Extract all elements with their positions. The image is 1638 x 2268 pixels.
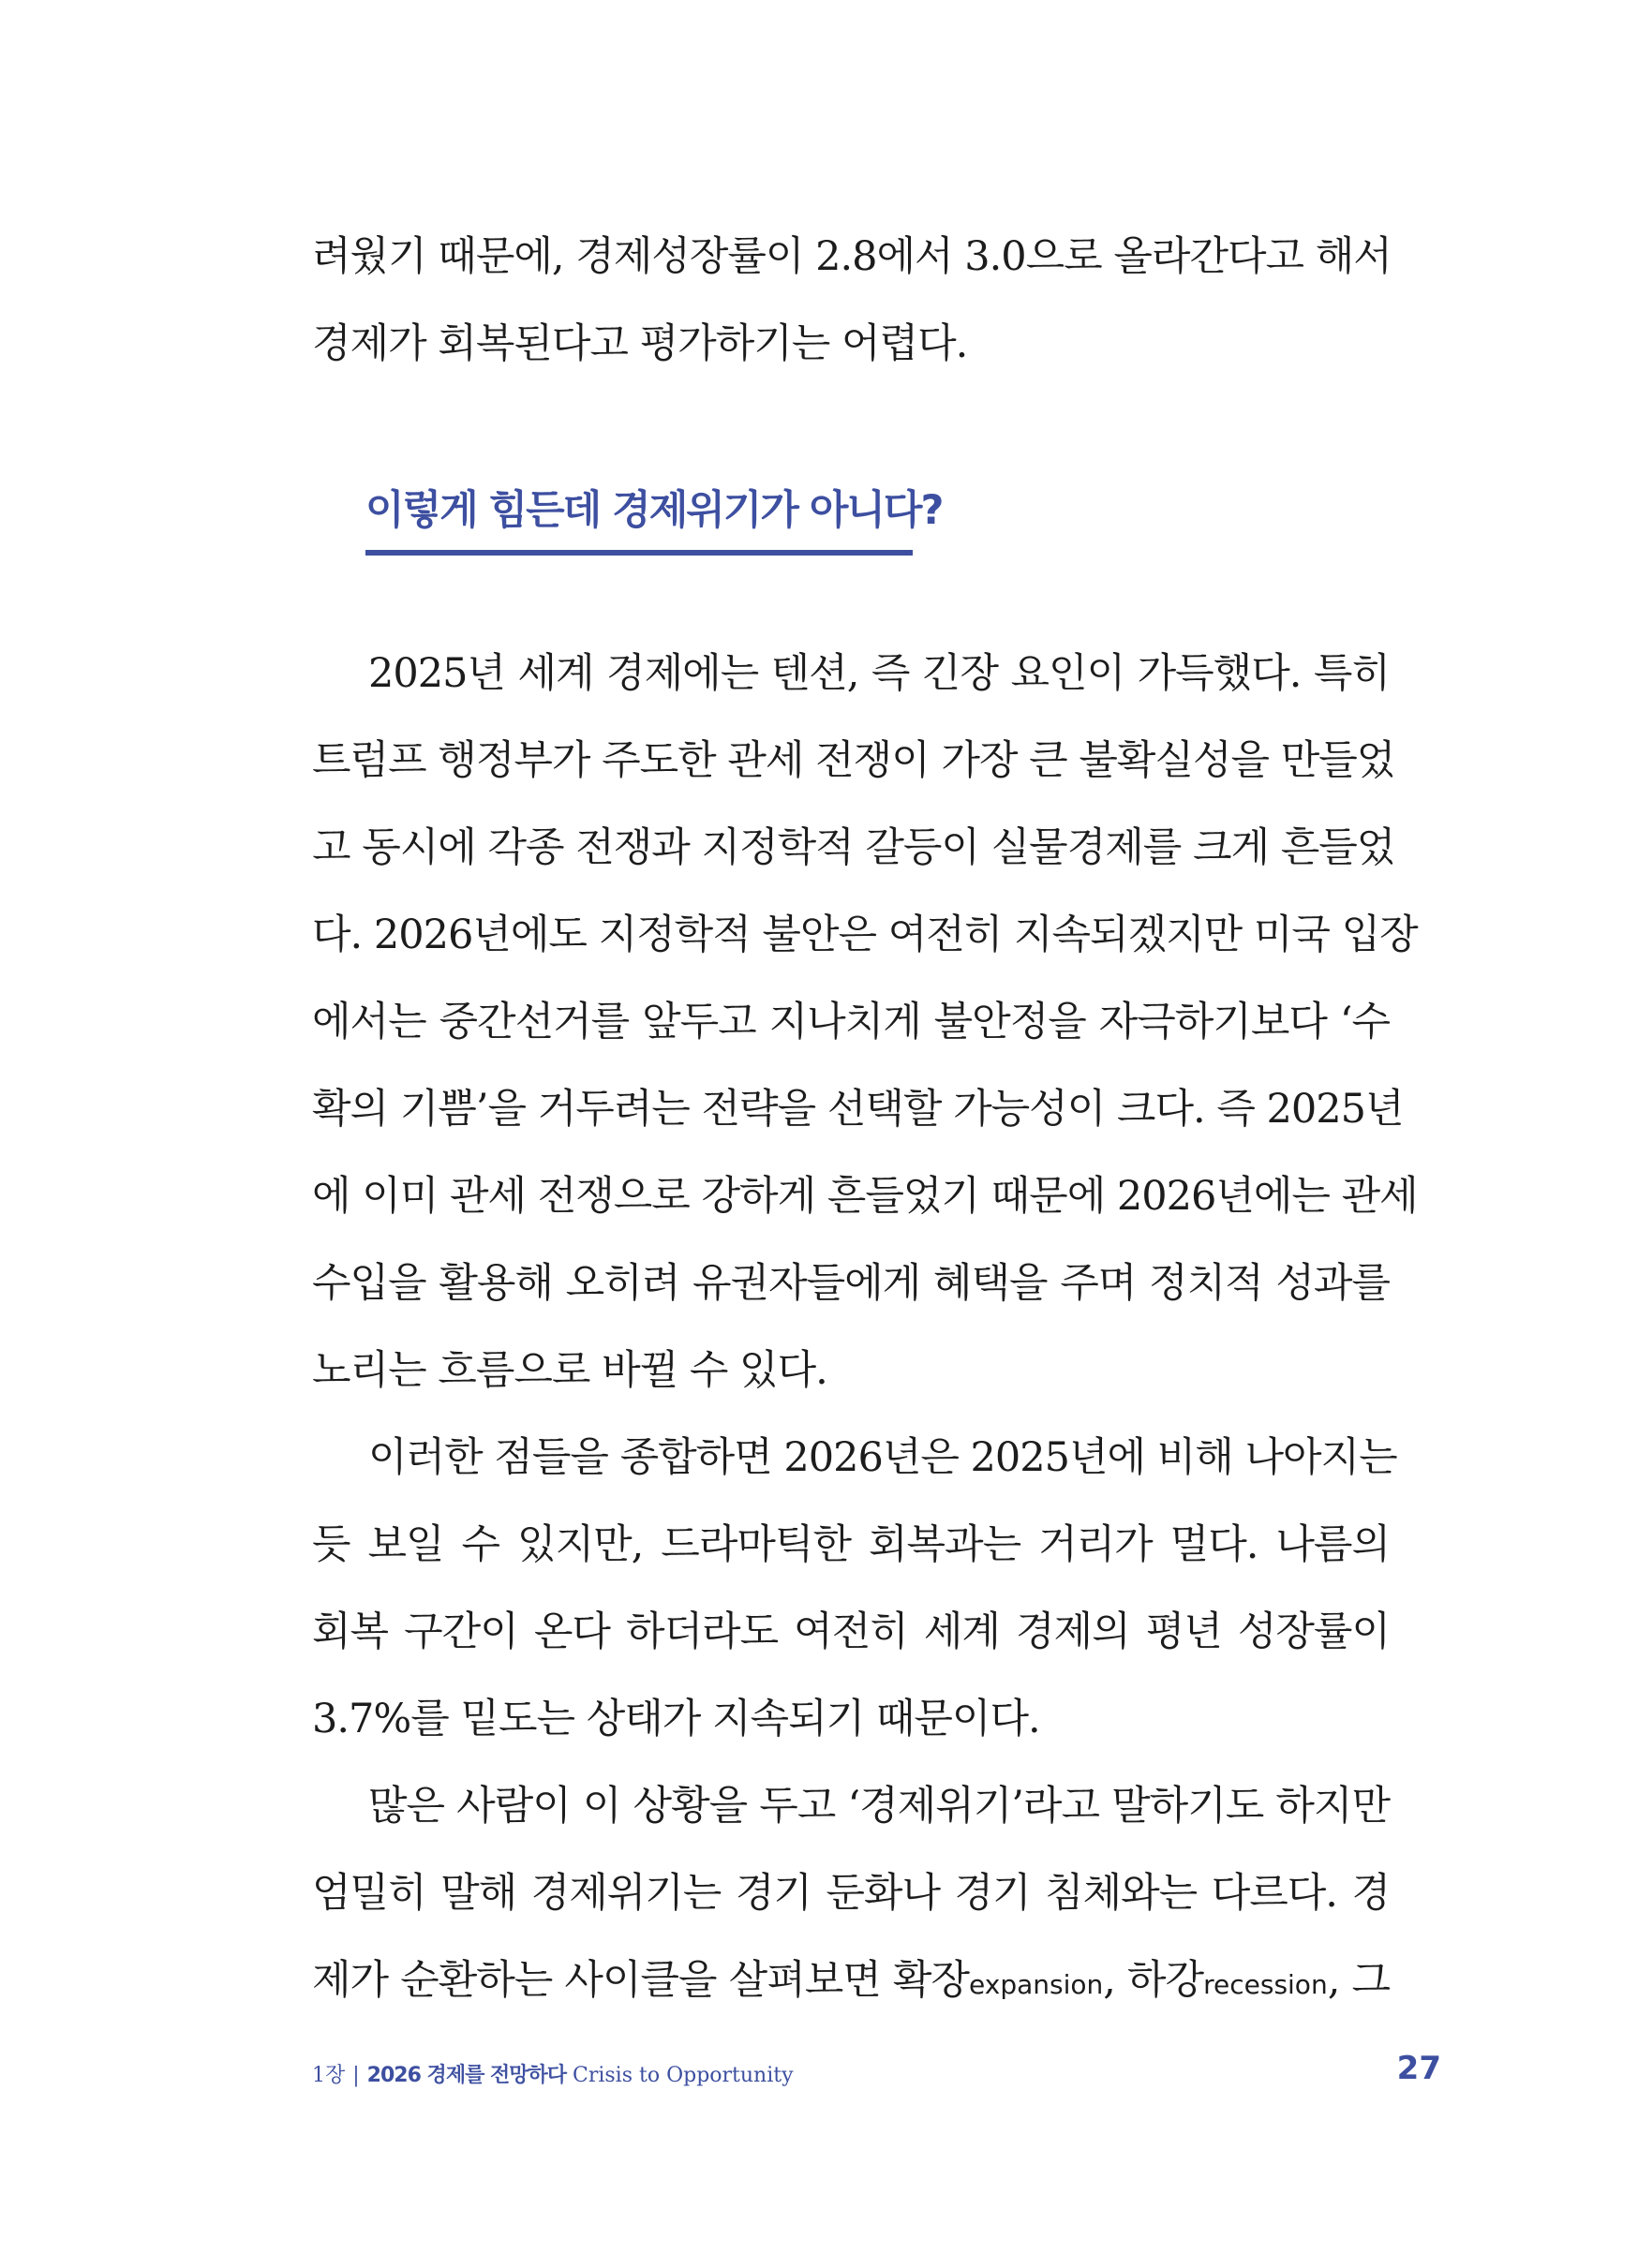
paragraph-line: 고 동시에 각종 전쟁과 지정학적 갈등이 실물경제를 크게 흔들었 [312, 824, 1395, 871]
paragraph-line: 회복 구간이 온다 하더라도 여전히 세계 경제의 평년 성장률이 [312, 1608, 1390, 1655]
paragraph-line: 에 이미 관세 전쟁으로 강하게 흔들었기 때문에 2026년에는 관세 [312, 1173, 1418, 1220]
page-number: 27 [1396, 2050, 1441, 2087]
heading-underline [365, 550, 913, 556]
paragraph-line-mixed [312, 1937, 1390, 2024]
section-heading: 이렇게 힘든데 경제위기가 아니다? [365, 487, 943, 534]
paragraph-line: 경제가 회복된다고 평가하기는 어렵다. [312, 320, 968, 367]
english-term: expansion [969, 1969, 1104, 2000]
paragraph-2 [312, 1415, 1397, 1763]
english-term: recession [1203, 1969, 1328, 2000]
paragraph-3 [312, 1763, 1390, 2024]
paragraph-line: 3.7%를 밑도는 상태가 지속되기 때문이다. [312, 1696, 1040, 1742]
paragraph-line: 확의 기쁨’을 거두려는 전략을 선택할 가능성이 크다. 즉 2025년 [312, 1086, 1404, 1133]
paragraph-line: 많은 사람이 이 상황을 두고 ‘경제위기’라고 말하기도 하지만 [368, 1783, 1390, 1830]
paragraph-line: 에서는 중간선거를 앞두고 지나치게 불안정을 자극하기보다 ‘수 [312, 999, 1390, 1045]
paragraph-line: 수입을 활용해 오히려 유권자들에게 혜택을 주며 정치적 성과를 [312, 1260, 1390, 1307]
paragraph-line: 이러한 점들을 종합하면 2026년은 2025년에 비해 나아지는 [368, 1434, 1397, 1481]
footer-separator: | [352, 2064, 360, 2087]
section-heading-block [365, 482, 942, 556]
top-paragraph [312, 214, 1390, 388]
paragraph-line: 노리는 흐름으로 바뀔 수 있다. [312, 1347, 827, 1394]
paragraph-1 [312, 630, 1418, 1415]
text-segment: , 하강 [1103, 1957, 1204, 2004]
running-footer [312, 2059, 794, 2088]
paragraph-line: 트럼프 행정부가 주도한 관세 전쟁이 가장 큰 불확실성을 만들었 [312, 737, 1395, 784]
paragraph-line: 엄밀히 말해 경제위기는 경기 둔화나 경기 침체와는 다르다. 경 [312, 1870, 1390, 1917]
book-title: 2026 경제를 전망하다 [366, 2064, 566, 2087]
text-segment: 제가 순환하는 사이클을 살펴보면 확장 [312, 1957, 970, 2004]
paragraph-line: 듯 보일 수 있지만, 드라마틱한 회복과는 거리가 멀다. 나름의 [312, 1521, 1390, 1568]
paragraph-line: 2025년 세계 경제에는 텐션, 즉 긴장 요인이 가득했다. 특히 [368, 650, 1390, 697]
chapter-label: 1장 [312, 2064, 346, 2087]
paragraph-line: 다. 2026년에도 지정학적 불안은 여전히 지속되겠지만 미국 입장 [312, 912, 1418, 958]
book-subtitle: Crisis to Opportunity [573, 2064, 794, 2087]
text-segment: , 그 [1327, 1957, 1390, 2004]
paragraph-line: 려웠기 때문에, 경제성장률이 2.8에서 3.0으로 올라간다고 해서 [312, 233, 1392, 280]
